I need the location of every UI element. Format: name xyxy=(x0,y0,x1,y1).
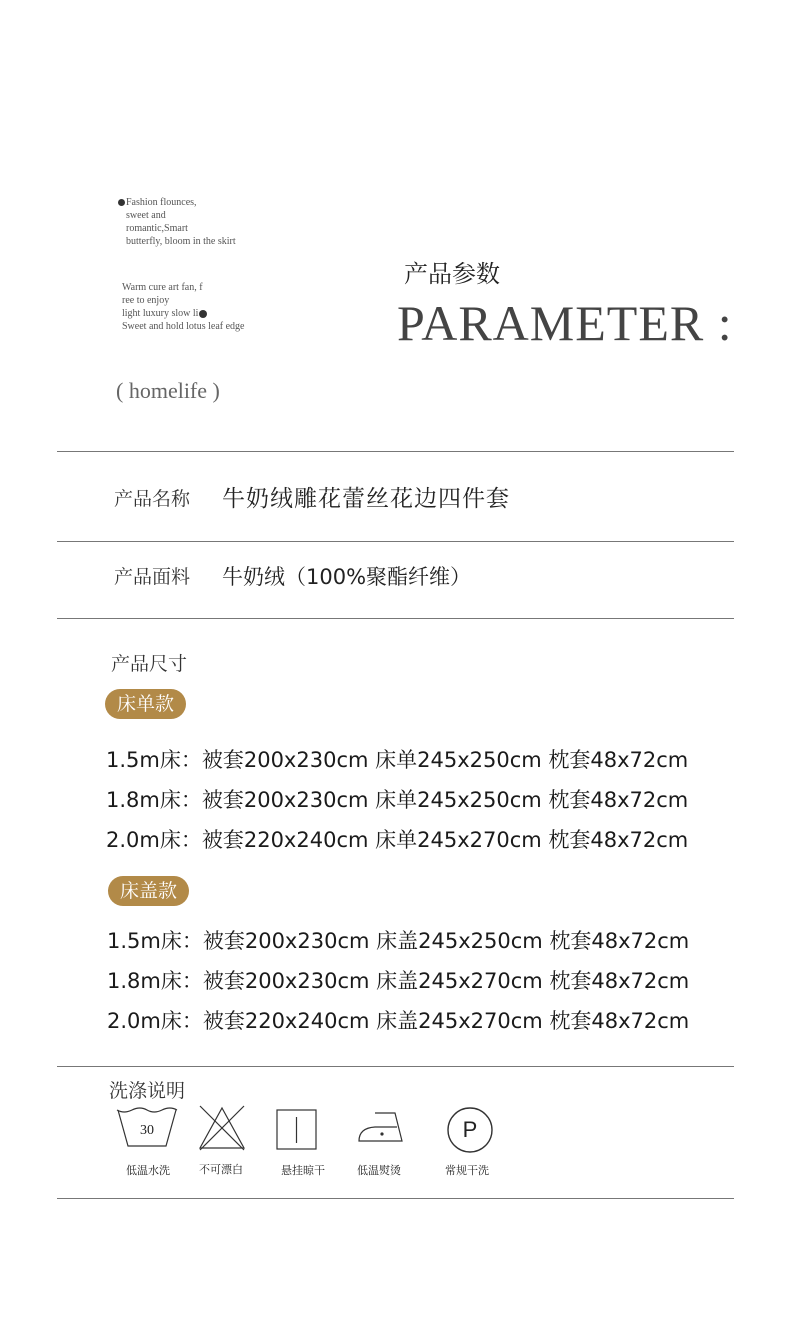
size-row: 1.5m床：被套200x230cm 床盖245x250cm 枕套48x72cm xyxy=(107,929,690,953)
blurb-line: butterfly, bloom in the skirt xyxy=(126,236,236,247)
blurb-line: ree to enjoy xyxy=(122,295,170,306)
hang-dry-icon xyxy=(276,1109,342,1159)
product-fabric-label: 产品面料 xyxy=(114,566,191,588)
blurb-line: Fashion flounces, xyxy=(126,197,197,208)
size-row: 1.8m床：被套200x230cm 床单245x250cm 枕套48x72cm xyxy=(106,788,689,812)
wash-temp-text: 30 xyxy=(140,1123,154,1138)
blurb-line: romantic,Smart xyxy=(126,223,188,234)
product-size-label: 产品尺寸 xyxy=(111,653,188,675)
product-name-label: 产品名称 xyxy=(114,488,191,510)
bullet-dot-icon xyxy=(199,310,207,318)
blurb-line: light luxury slow li xyxy=(122,308,199,319)
cover-style-badge: 床盖款 xyxy=(108,876,189,906)
bullet-dot-icon xyxy=(118,199,125,206)
blurb-line: sweet and xyxy=(126,210,166,221)
page-title: 产品参数 xyxy=(404,260,500,288)
blurb-top xyxy=(118,196,236,248)
product-name-value: 牛奶绒雕花蕾丝花边四件套 xyxy=(222,486,510,512)
size-row: 1.5m床：被套200x230cm 床单245x250cm 枕套48x72cm xyxy=(106,748,689,772)
sheet-style-badge: 床单款 xyxy=(105,689,186,719)
dry-clean-letter: P xyxy=(462,1117,478,1142)
divider xyxy=(57,541,734,542)
care-label: 悬挂晾干 xyxy=(281,1164,325,1177)
blurb-line: Sweet and hold lotus leaf edge xyxy=(122,321,245,332)
dry-clean-icon xyxy=(446,1106,512,1156)
wash-30-icon xyxy=(114,1106,180,1156)
divider xyxy=(57,618,734,619)
divider xyxy=(57,451,734,452)
care-label: 不可漂白 xyxy=(199,1163,243,1176)
no-bleach-icon xyxy=(197,1104,263,1154)
care-label: 低温熨烫 xyxy=(357,1164,401,1177)
blurb-bottom xyxy=(122,281,244,333)
product-fabric-value: 牛奶绒（100%聚酯纤维） xyxy=(222,565,472,589)
care-title: 洗涤说明 xyxy=(109,1080,186,1102)
care-label: 低温水洗 xyxy=(126,1164,170,1177)
blurb-line: Warm cure art fan, f xyxy=(122,282,203,293)
page-title-en: PARAMETER : xyxy=(397,295,733,351)
size-row: 2.0m床：被套220x240cm 床单245x270cm 枕套48x72cm xyxy=(106,828,689,852)
size-row: 1.8m床：被套200x230cm 床盖245x270cm 枕套48x72cm xyxy=(107,969,690,993)
iron-low-icon xyxy=(357,1110,423,1160)
divider xyxy=(57,1198,734,1199)
care-label: 常规干洗 xyxy=(445,1164,489,1177)
divider xyxy=(57,1066,734,1067)
size-row: 2.0m床：被套220x240cm 床盖245x270cm 枕套48x72cm xyxy=(107,1009,690,1033)
brand-label: ( homelife ) xyxy=(116,378,220,403)
